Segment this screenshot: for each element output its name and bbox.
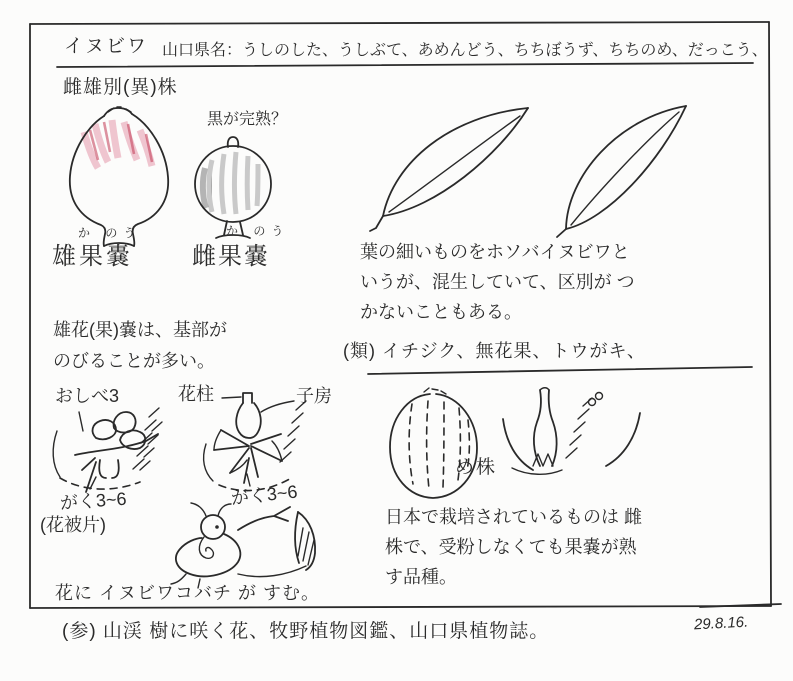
fig-section-drawing	[390, 388, 477, 498]
leaf-note-line2: いうが、混生していて、区別が つ	[360, 272, 635, 292]
style-label: 花柱	[178, 384, 214, 404]
stamens-label: おしべ3	[55, 386, 120, 406]
ripeness-note: 黒が完熟？	[207, 111, 288, 128]
cultivar-note-line2: 株で、受粉しなくても果嚢が熟	[385, 537, 637, 557]
tepals-label: (花被片)	[40, 515, 106, 535]
fig-wasp-drawing	[171, 503, 315, 588]
female-plant-label: め株	[455, 457, 498, 478]
female-fig-drawing	[195, 137, 271, 238]
male-flower-drawing	[53, 408, 162, 492]
male-sac-note-line2: のびることが多い。	[53, 351, 215, 371]
wasp-note: 花に イヌビワコバチ が すむ。	[55, 583, 321, 603]
male-sac-note-line1: 雄花(果)嚢は、基部が	[53, 320, 227, 340]
regional-names: 山口県名：うしのした、うしぶて、あめんどう、ちちぼうず、ちちのめ、だっこう、	[162, 42, 768, 59]
leaf-narrow-drawing	[557, 106, 686, 237]
date-note: 29.8.16.	[693, 613, 749, 634]
cultivar-note-line1: 日本で栽培されているものは 雌	[385, 507, 642, 527]
calyx-label-right: がく3~6	[230, 481, 299, 509]
male-fig-label: 雄果嚢	[52, 243, 133, 270]
pistil-flower-drawing	[204, 393, 306, 491]
ovary-label: 子房	[296, 386, 332, 406]
cultivar-note-line3: す品種。	[385, 567, 457, 587]
plant-name-title: イヌビワ	[64, 36, 149, 57]
female-fig-furigana: か のう	[226, 224, 290, 238]
leaf-broad-drawing	[370, 108, 528, 231]
references-note: (参) 山渓 樹に咲く花、牧野植物図鑑、山口県植物誌。	[62, 621, 550, 642]
leaf-note-line1: 葉の細いものをホソバイヌビワと	[360, 242, 630, 262]
related-underline	[368, 367, 752, 374]
related-species-note: (類) イチジク、無花果、トウがキ、	[343, 341, 646, 361]
male-fig-furigana: か のう	[78, 226, 142, 240]
leaf-note-line3: かないこともある。	[360, 302, 522, 322]
dioecy-note: 雌雄別(異)株	[63, 77, 178, 98]
calyx-label-left: がく3~6	[59, 488, 128, 514]
female-flower-drawing	[503, 388, 640, 475]
female-fig-label: 雌果嚢	[192, 243, 270, 270]
